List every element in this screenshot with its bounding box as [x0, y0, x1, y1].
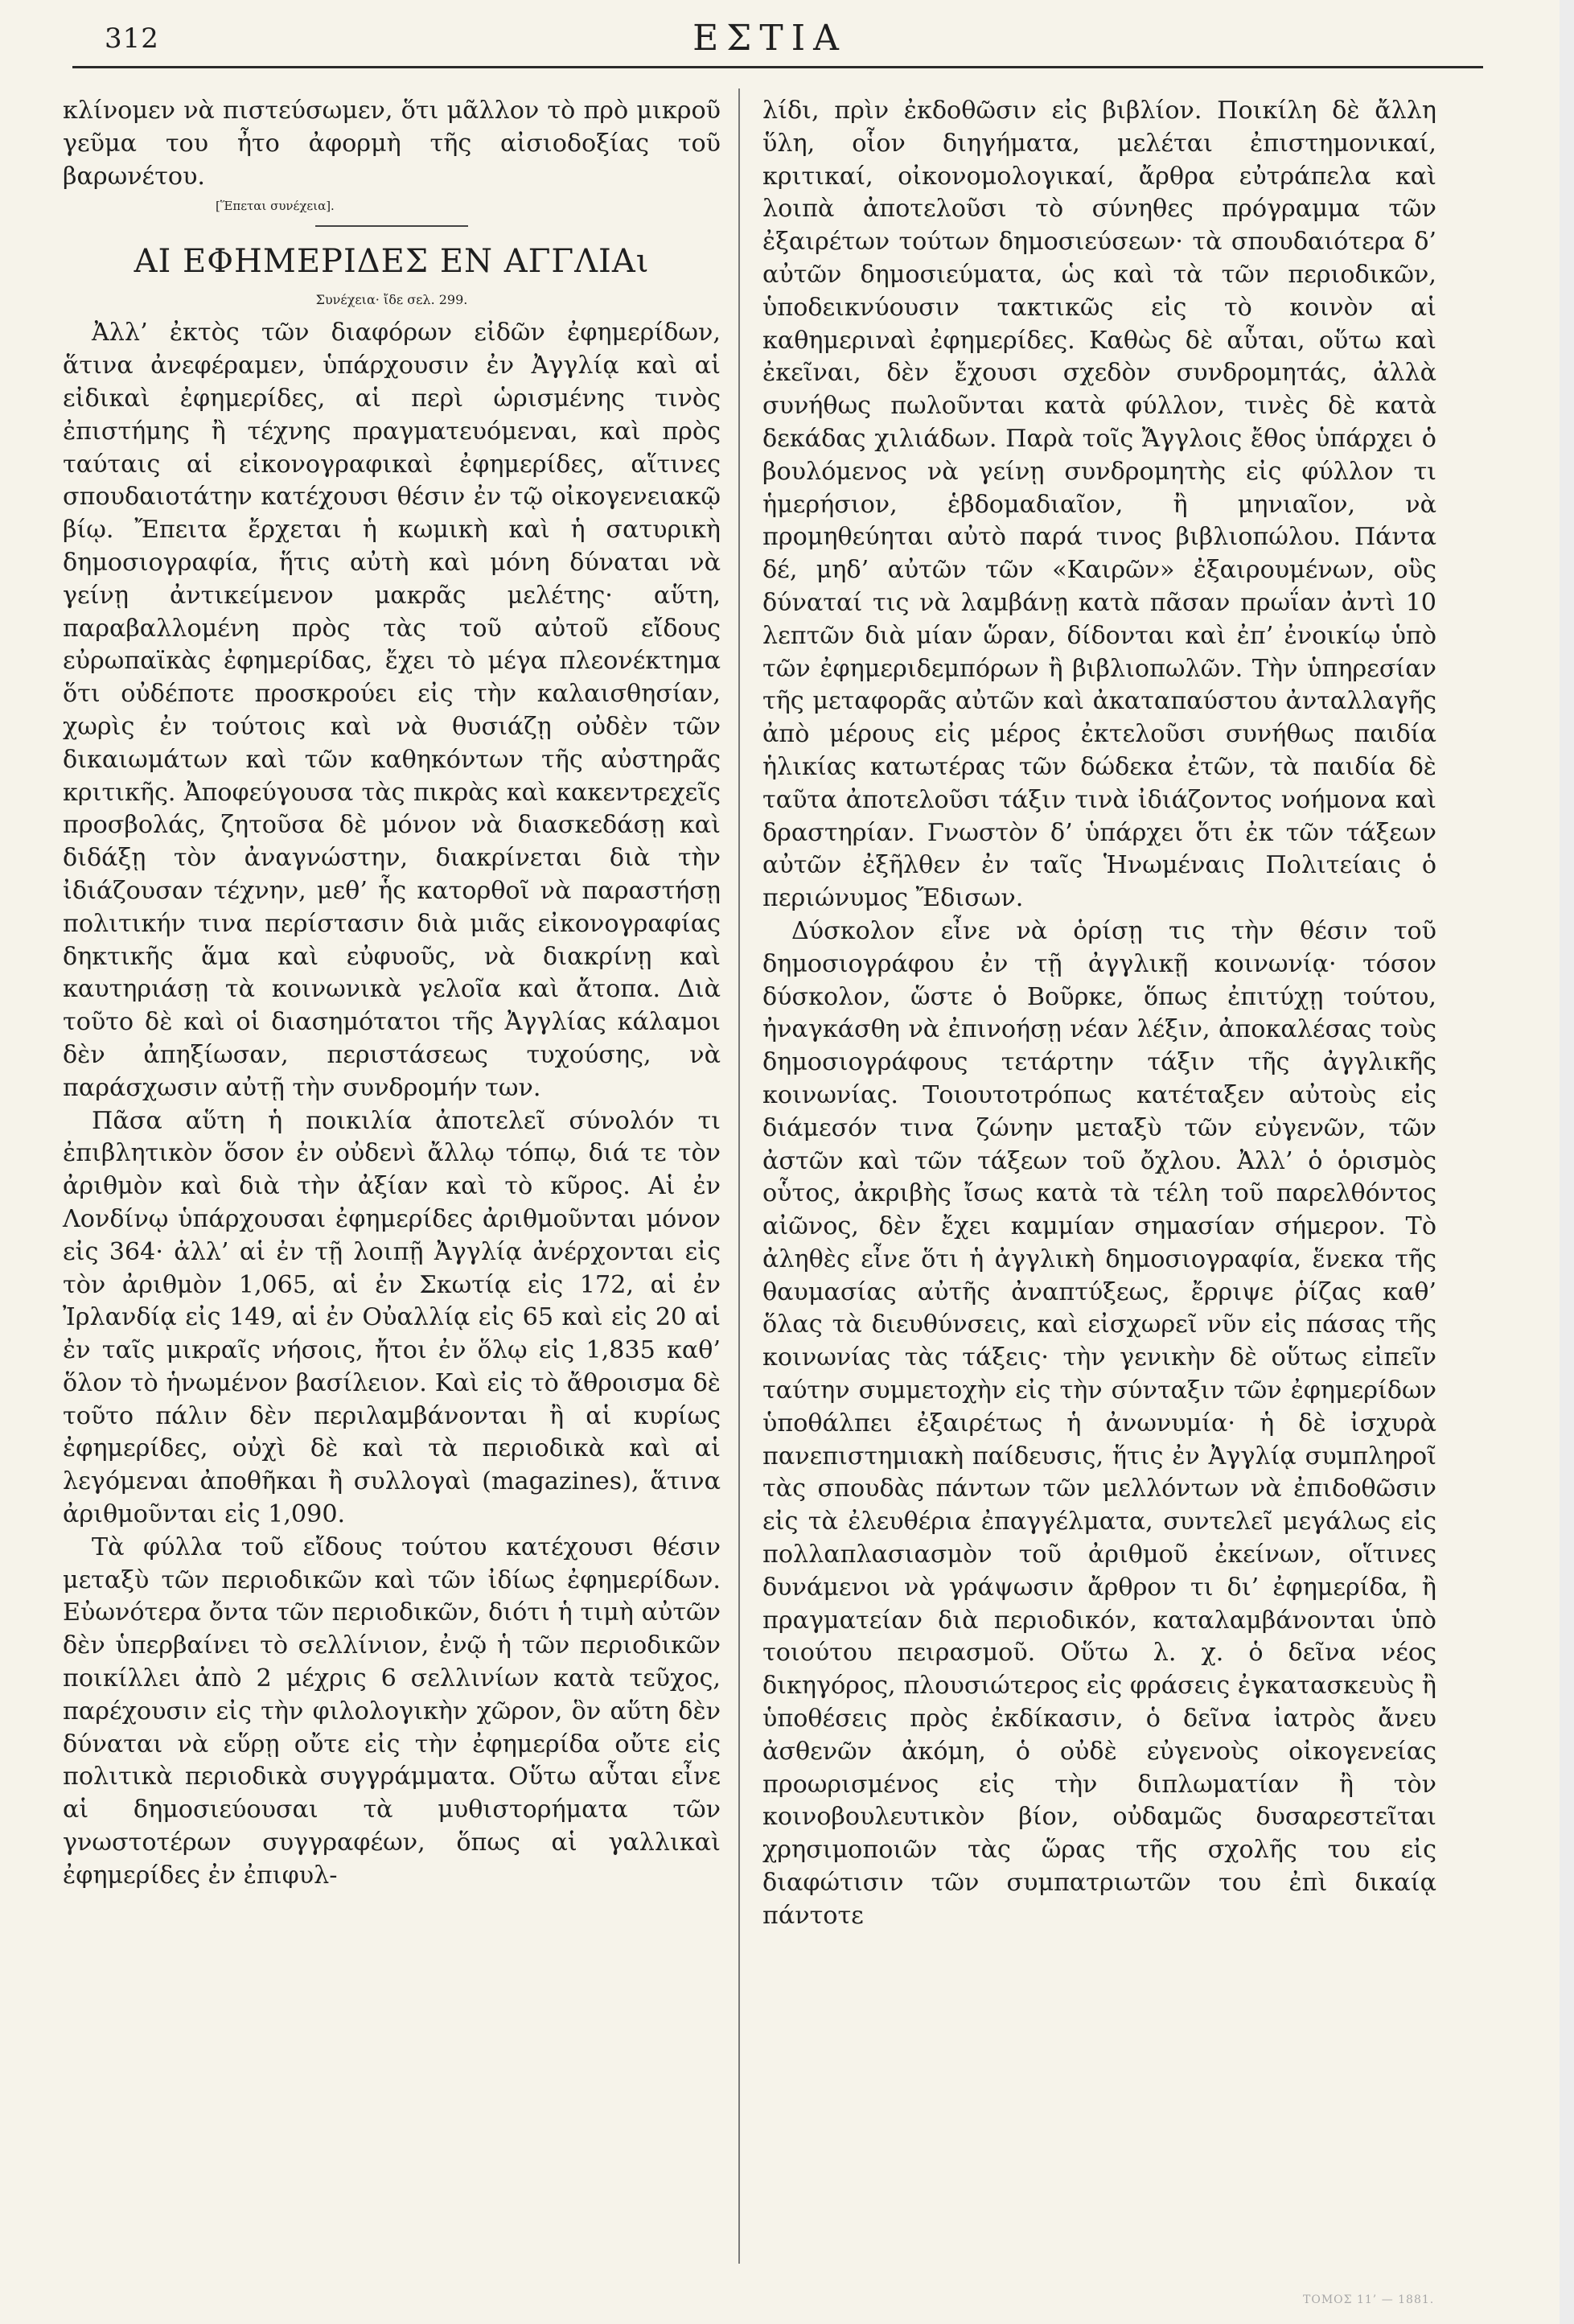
right-column: [762, 95, 1436, 1933]
journal-title: ΕΣΤΙΑ: [692, 18, 847, 59]
article-paragraph-4: λίδι, πρὶν ἐκδοθῶσιν εἰς βιβλίον. Ποικίλη δὲ ἄλλη ὕλη, οἷον διηγήματα, μελέται ἐπιστημονικαί, κριτικαί, οἰκονομολογικαί, ἄρθρα εὐτράπελα καὶ λοιπὰ ἀποτελοῦσι τὸ σύνηθες πρόγραμμα τῶν ἐξαιρέτων τούτων δημοσιεύσεων· τὰ σπουδαιότερα δ’ αὐτῶν δημοσιεύματα, ὡς καὶ τὰ τῶν περιοδικῶν, ὑποδεικνύουσιν τακτικῶς εἰς τὸ κοινὸν αἱ καθημεριναὶ ἐφημερίδες. Καθὼς δὲ αὗται, οὕτω καὶ ἐκεῖναι, δὲν ἔχουσι σχεδὸν συνδρομητάς, ἀλλὰ συνήθως πωλοῦνται κατὰ φύλλον, τινὲς δὲ κατὰ δεκάδας χιλιάδων. Παρὰ τοῖς Ἄγγλοις ἔθος ὑπάρχει ὁ βουλόμενος νὰ γείνῃ συνδρομητὴς εἰς φύλλον τι ἡμερήσιον, ἑβδομαδιαῖον, ἢ μηνιαῖον, νὰ προμηθεύηται αὐτὸ παρά τινος βιβλιοπώλου. Πάντα δέ, μηδ’ αὐτῶν τῶν «Καιρῶν» ἐξαιρουμένων, οὓς δύναταί τις νὰ λαμβάνῃ κατὰ πᾶσαν πρωΐαν ἀντὶ 10 λεπτῶν διὰ μίαν ὥραν, δίδονται καὶ ἐπ’ ἐνοικίῳ ὑπὸ τῶν ἐφημεριδεμπόρων ἢ βιβλιοπωλῶν. Τὴν ὑπηρεσίαν τῆς μεταφορᾶς αὐτῶν καὶ ἀκαταπαύστου ἀνταλλαγῆς ἀπὸ μέρους εἰς μέρος ἐκτελοῦσι συνήθως παιδία ἡλικίας κατωτέρας τῶν δώδεκα ἐτῶν, τὰ παιδία δὲ ταῦτα ἀποτελοῦσι τάξιν τινὰ ἰδιάζοντος νοήμονα καὶ δραστηρίαν. Γνωστὸν δ’ ὑπάρχει ὅτι ἐκ τῶν τάξεων αὐτῶν ἐξῆλθεν ἐν ταῖς Ἡνωμέναις Πολιτείαις ὁ περιώνυμος Ἔδισων.: [762, 97, 1436, 913]
continuation-reference: Συνέχεια· ἴδε σελ. 299.: [315, 292, 468, 308]
page-footer-signature: ΤΟΜΟΣ 11’ — 1881.: [1303, 2293, 1435, 2306]
section-divider: [315, 225, 468, 227]
serial-ending-paragraph: κλίνομεν νὰ πιστεύσωμεν, ὅτι μᾶλλον τὸ πρὸ μικροῦ γεῦμα του ἦτο ἀφορμὴ τῆς αἰσιοδοξίας τοῦ βαρωνέτου.: [63, 97, 721, 191]
article-paragraph-3: Τὰ φύλλα τοῦ εἴδους τούτου κατέχουσι θέσιν μεταξὺ τῶν περιοδικῶν καὶ τῶν ἰδίως ἐφημερίδων. Εὐωνότερα ὄντα τῶν περιοδικῶν, διότι ἡ τιμὴ αὐτῶν δὲν ὑπερβαίνει τὸ σελλίνιον, ἐνῷ ἡ τῶν περιοδικῶν ποικίλλει ἀπὸ 2 μέχρις 6 σελλινίων κατὰ τεῦχος, παρέχουσιν εἰς τὴν φιλολογικὴν χῶρον, ὃν αὕτη δὲν δύναται νὰ εὕρῃ οὔτε εἰς τὴν ἐφημερίδα οὔτε εἰς πολιτικὰ περιοδικὰ συγγράμματα. Οὕτω αὗται εἶνε αἱ δημοσιεύουσαι τὰ μυθιστορήματα τῶν γνωστοτέρων συγγραφέων, ὅπως αἱ γαλλικαὶ ἐφημερίδες ἐν ἐπιφυλ-: [63, 1532, 721, 1890]
article-paragraph-2: Πᾶσα αὕτη ἡ ποικιλία ἀποτελεῖ σύνολόν τι ἐπιβλητικὸν ὅσον ἐν οὐδενὶ ἄλλῳ τόπῳ, διά τε τὸν ἀριθμὸν καὶ διὰ τὴν ἀξίαν καὶ τὸ κῦρος. Αἱ ἐν Λονδίνῳ ὑπάρχουσαι ἐφημερίδες ἀριθμοῦνται μόνον εἰς 364· ἀλλ’ αἱ ἐν τῇ λοιπῇ Ἀγγλίᾳ ἀνέρχονται εἰς τὸν ἀριθμὸν 1,065, αἱ ἐν Σκωτίᾳ εἰς 172, αἱ ἐν Ἰρλανδίᾳ εἰς 149, αἱ ἐν Οὐαλλίᾳ εἰς 65 καὶ εἰς 20 αἱ ἐν ταῖς μικραῖς νήσοις, ἤτοι ἐν ὅλῳ εἰς 1,835 καθ’ ὅλον τὸ ἡνωμένον βασίλειον. Καὶ εἰς τὸ ἄθροισμα δὲ τοῦτο πάλιν δὲν περιλαμβάνονται ἢ αἱ κυρίως ἐφημερίδες, οὐχὶ δὲ καὶ τὰ περιοδικὰ καὶ αἱ λεγόμεναι ἀποθῆκαι ἢ συλλογαὶ (magazines), ἅτινα ἀριθμοῦνται εἰς 1,090.: [63, 1106, 721, 1529]
article-paragraph-5: Δύσκολον εἶνε νὰ ὁρίσῃ τις τὴν θέσιν τοῦ δημοσιογράφου ἐν τῇ ἀγγλικῇ κοινωνίᾳ· τόσον δύσκολον, ὥστε ὁ Βοῦρκε, ὅπως ἐπιτύχῃ τούτου, ἠναγκάσθη νὰ ἐπινοήσῃ νέαν λέξιν, ἀποκαλέσας τοὺς δημοσιογράφους τετάρτην τάξιν τῆς ἀγγλικῆς κοινωνίας. Τοιουτοτρόπως κατέταξεν αὐτοὺς εἰς διάμεσόν τινα ζώνην μεταξὺ τῶν εὐγενῶν, τῶν ἀστῶν καὶ τῶν τάξεων τοῦ ὄχλου. Ἀλλ’ ὁ ὁρισμὸς οὗτος, ἀκριβὴς ἴσως κατὰ τὰ τέλη τοῦ παρελθόντος αἰῶνος, δὲν ἔχει καμμίαν σημασίαν σήμερον. Τὸ ἀληθὲς εἶνε ὅτι ἡ ἀγγλικὴ δημοσιογραφία, ἕνεκα τῆς θαυμασίας αὐτῆς ἀναπτύξεως, ἔρριψε ῥίζας καθ’ ὅλας τὰ διευθύνσεις, καὶ εἰσχωρεῖ νῦν εἰς πάσας τῆς κοινωνίας τὰς τάξεις· τὴν γενικὴν δὲ οὕτως εἰπεῖν ταύτην συμμετοχὴν εἰς τὴν σύνταξιν τῶν ἐφημερίδων ὑποθάλπει ἐξαιρέτως ἡ ἀνωνυμία· ἡ δὲ ἰσχυρὰ πανεπιστημιακὴ παίδευσις, ἥτις ἐν Ἀγγλίᾳ συμπληροῖ τὰς σπουδὰς πάντων τῶν μελλόντων νὰ ἐπιδοθῶσιν εἰς τὰ ἐλευθέρια ἐπαγγέλματα, συντελεῖ μεγάλως εἰς πολλαπλασιασμὸν τοῦ ἀριθμοῦ ἐκείνων, οἵτινες δυνάμενοι νὰ γράψωσιν ἄρθρον τι δι’ ἐφημερίδα, ἢ πραγματείαν διὰ περιοδικόν, καταλαμβάνονται ὑπὸ τοιούτου πειρασμοῦ. Οὕτω λ. χ. ὁ δεῖνα νέος δικηγόρος, πλουσιώτερος εἰς φράσεις ἐγκατασκευὺς ἢ ὑποθέσεις πρὸς ἐκδίκασιν, ὁ δεῖνα ἰατρὸς ἄνευ ἀσθενῶν ἀκόμη, ὁ οὐδὲ εὐγενοὺς οἰκογενείας προωρισμένος εἰς τὴν διπλωματίαν ἢ τὸν κοινοβουλευτικὸν βίον, οὐδαμῶς δυσαρεστεῖται χρησιμοποιῶν τὰς ὥρας τῆς σχολῆς του εἰς διαφώτισιν τῶν συμπατριωτῶν του ἐπὶ δικαίᾳ πάντοτε: [762, 916, 1436, 1930]
page-number: 312: [105, 23, 159, 55]
to-be-continued-note: [Ἕπεται συνέχεια].: [216, 199, 335, 214]
article-title: ΑΙ ΕΦΗΜΕΡΙΔΕΣ ΕΝ ΑΓΓΛΙΑι: [134, 243, 650, 281]
header-rule: [72, 66, 1483, 68]
page-header: [76, 16, 1463, 64]
column-divider: [738, 88, 740, 2264]
left-column: [63, 95, 721, 1893]
article-paragraph-1: Ἀλλ’ ἐκτὸς τῶν διαφόρων εἰδῶν ἐφημερίδων, ἅτινα ἀνεφέραμεν, ὑπάρχουσιν ἐν Ἀγγλίᾳ καὶ αἱ εἰδικαὶ ἐφημερίδες, αἱ περὶ ὡρισμένης τινὸς ἐπιστήμης ἢ τέχνης πραγματευόμεναι, καὶ πρὸς ταύταις αἱ εἰκονογραφικαὶ ἐφημερίδες, αἵτινες σπουδαιοτάτην κατέχουσι θέσιν ἐν τῷ οἰκογενειακῷ βίῳ. Ἔπειτα ἔρχεται ἡ κωμικὴ καὶ ἡ σατυρικὴ δημοσιογραφία, ἥτις αὐτὴ καὶ μόνη δύναται νὰ γείνῃ ἀντικείμενον μακρᾶς μελέτης· αὕτη, παραβαλλομένη πρὸς τὰς τοῦ αὐτοῦ εἴδους εὐρωπαϊκὰς ἐφημερίδας, ἔχει τὸ μέγα πλεονέκτημα ὅτι οὐδέποτε προσκρούει εἰς τὴν καλαισθησίαν, χωρὶς ἐν τούτοις καὶ νὰ θυσιάζῃ οὐδὲν τῶν δικαιωμάτων καὶ τῶν καθηκόντων τῆς αὐστηρᾶς κριτικῆς. Ἀποφεύγουσα τὰς πικρὰς καὶ κακεντρεχεῖς προσβολάς, ζητοῦσα δὲ μόνον νὰ διασκεδάσῃ καὶ διδάξῃ τὸν ἀναγνώστην, διακρίνεται διὰ τὴν ἰδιάζουσαν τέχνην, μεθ’ ἧς κατορθοῖ νὰ παραστήσῃ πολιτικήν τινα περίστασιν διὰ μιᾶς εἰκονογραφίας δηκτικῆς ἅμα καὶ εὐφυοῦς, νὰ διακρίνῃ καὶ καυτηριάσῃ τὰ κοινωνικὰ γελοῖα καὶ ἄτοπα. Διὰ τοῦτο δὲ καὶ οἱ διασημότατοι τῆς Ἀγγλίας κάλαμοι δὲν ἀπηξίωσαν, περιστάσεως τυχούσης, νὰ παράσχωσιν αὐτῇ τὴν συνδρομήν των.: [63, 319, 721, 1102]
